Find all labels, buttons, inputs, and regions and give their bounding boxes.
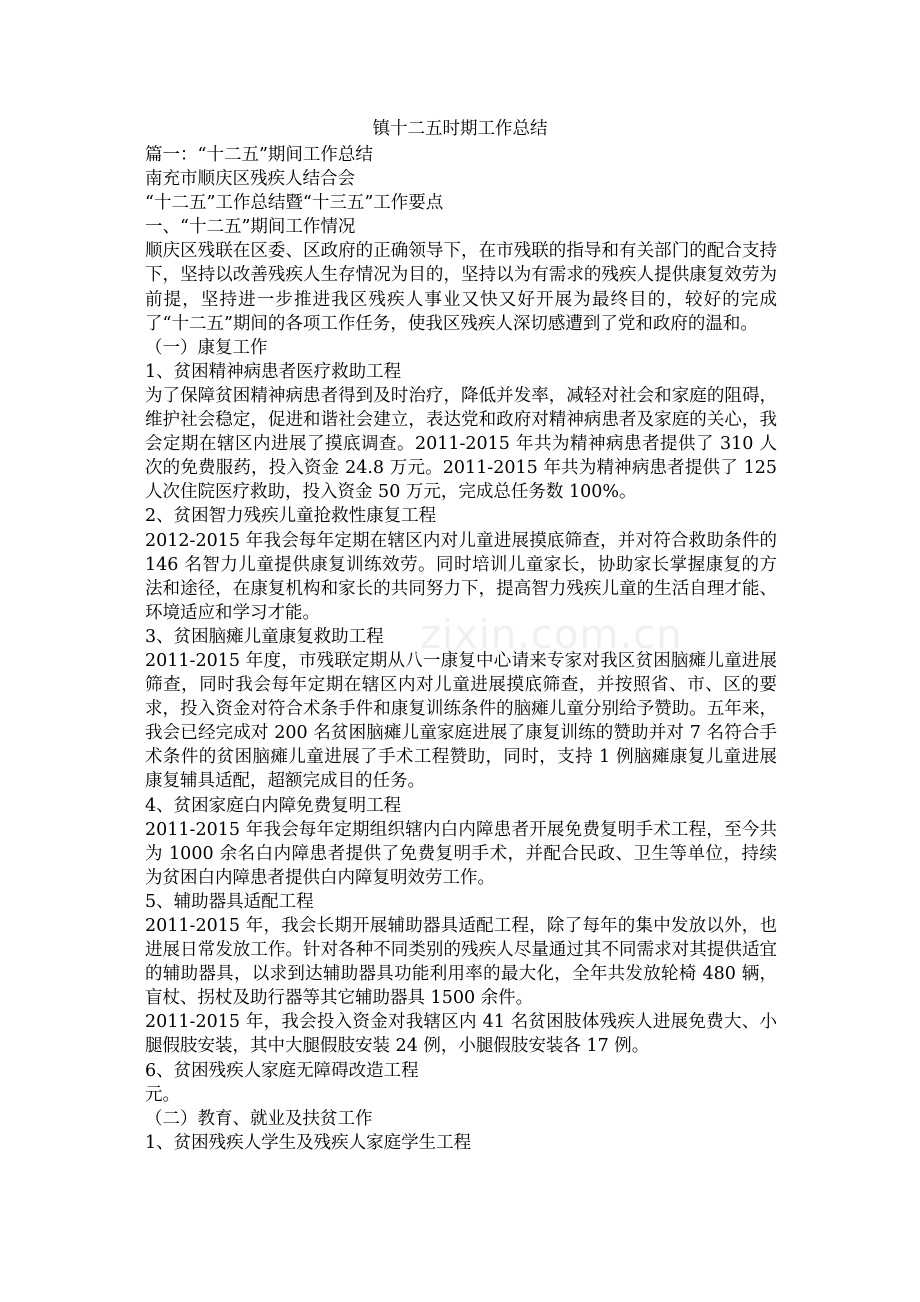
body-paragraph: 2011-2015 年度，市残联定期从八一康复中心请来专家对我区贫困脑瘫儿童进展筛查，同时我会每年定期在辖区内对儿童进展摸底筛查，并按照省、市、区的要求，投入资金对符合术条手件和康复训练条件的脑瘫儿童分别给予赞助。五年来，我会已经完成对 200 名贫困脑瘫儿童家庭进展了康复训练的赞助并对 7 名符合手术条件的贫困脑瘫儿童进展了手术工程赞助，同时，支持 1 例脑瘫康复儿童进展康复辅具适配，超额完成目的任务。 <box>145 650 777 792</box>
body-line: 1、贫困精神病患者医疗救助工程 <box>145 361 402 382</box>
body-line: 篇一：“十二五”期间工作总结 <box>145 145 373 165</box>
document-body <box>145 143 777 1155</box>
body-line: 元。 <box>145 1084 180 1105</box>
body-line: 一、“十二五”期间工作情况 <box>145 217 356 238</box>
body-line: 3、贫困脑瘫儿童康复救助工程 <box>145 626 384 647</box>
body-line: 6、贫困残疾人家庭无障碍改造工程 <box>145 1060 419 1081</box>
body-paragraph: 为了保障贫困精神病患者得到及时治疗，降低并发率，减轻对社会和家庭的阻碍，维护社会稳定，促进和谐社会建立，表达党和政府对精神病患者及家庭的关心，我会定期在辖区内进展了摸底调查。2011-2015 年共为精神病患者提供了 310 人次的免费服药，投入资金 24.8 万元。2011-2015 年共为精神病患者提供了 125 人次住院医疗救助，投入资金 50 万元，完成总任务数 100%。 <box>145 385 777 503</box>
body-paragraph: 2011-2015 年我会每年定期组织辖内白内障患者开展免费复明手术工程，至今共为 1000 余名白内障患者提供了免费复明手术，并配合民政、卫生等单位，持续为贫困白内障患者提供白内障复明效劳工作。 <box>145 819 777 888</box>
body-line: 2、贫困智力残疾儿童抢救性康复工程 <box>145 506 437 527</box>
watermark: zixin.com.cn <box>420 612 683 658</box>
body-line: 4、贫困家庭白内障免费复明工程 <box>145 795 402 816</box>
document-title: 镇十二五时期工作总结 <box>372 119 548 139</box>
body-line: （一）康复工作 <box>145 337 268 358</box>
body-line: “十二五”工作总结暨“十三五”工作要点 <box>145 193 444 214</box>
body-line: （二）教育、就业及扶贫工作 <box>145 1108 373 1129</box>
body-paragraph: 2011-2015 年，我会长期开展辅助器具适配工程，除了每年的集中发放以外，也进展日常发放工作。针对各种不同类别的残疾人尽量通过其不同需求对其提供适宜的辅助器具，以求到达辅助器具功能利用率的最大化，全年共发放轮椅 480 辆，盲杖、拐杖及助行器等其它辅助器具 1500 余件。 <box>145 916 777 1009</box>
body-paragraph: 2011-2015 年，我会投入资金对我辖区内 41 名贫困肢体残疾人进展免费大、小腿假肢安装，其中大腿假肢安装 24 例，小腿假肢安装各 17 例。 <box>145 1012 777 1057</box>
body-line: 5、辅助器具适配工程 <box>145 891 314 912</box>
body-line: 南充市顺庆区残疾人结合会 <box>145 169 355 190</box>
body-paragraph: 2012-2015 年我会每年定期在辖区内对儿童进展摸底筛查，并对符合救助条件的 146 名智力儿童提供康复训练效劳。同时培训儿童家长，协助家长掌握康复的方法和途径，在康复机构和家长的共同努力下，提高智力残疾儿童的生活自理才能、环境适应和学习才能。 <box>145 530 777 623</box>
body-paragraph: 顺庆区残联在区委、区政府的正确领导下，在市残联的指导和有关部门的配合支持下，坚持以改善残疾人生存情况为目的，坚持以为有需求的残疾人提供康复效劳为前提，坚持进一步推进我区残疾人事业又快又好开展为最终目的，较好的完成了“十二五”期间的各项工作任务，使我区残疾人深切感遭到了党和政府的温和。 <box>145 241 777 334</box>
body-line: 1、贫困残疾人学生及残疾人家庭学生工程 <box>145 1132 472 1153</box>
